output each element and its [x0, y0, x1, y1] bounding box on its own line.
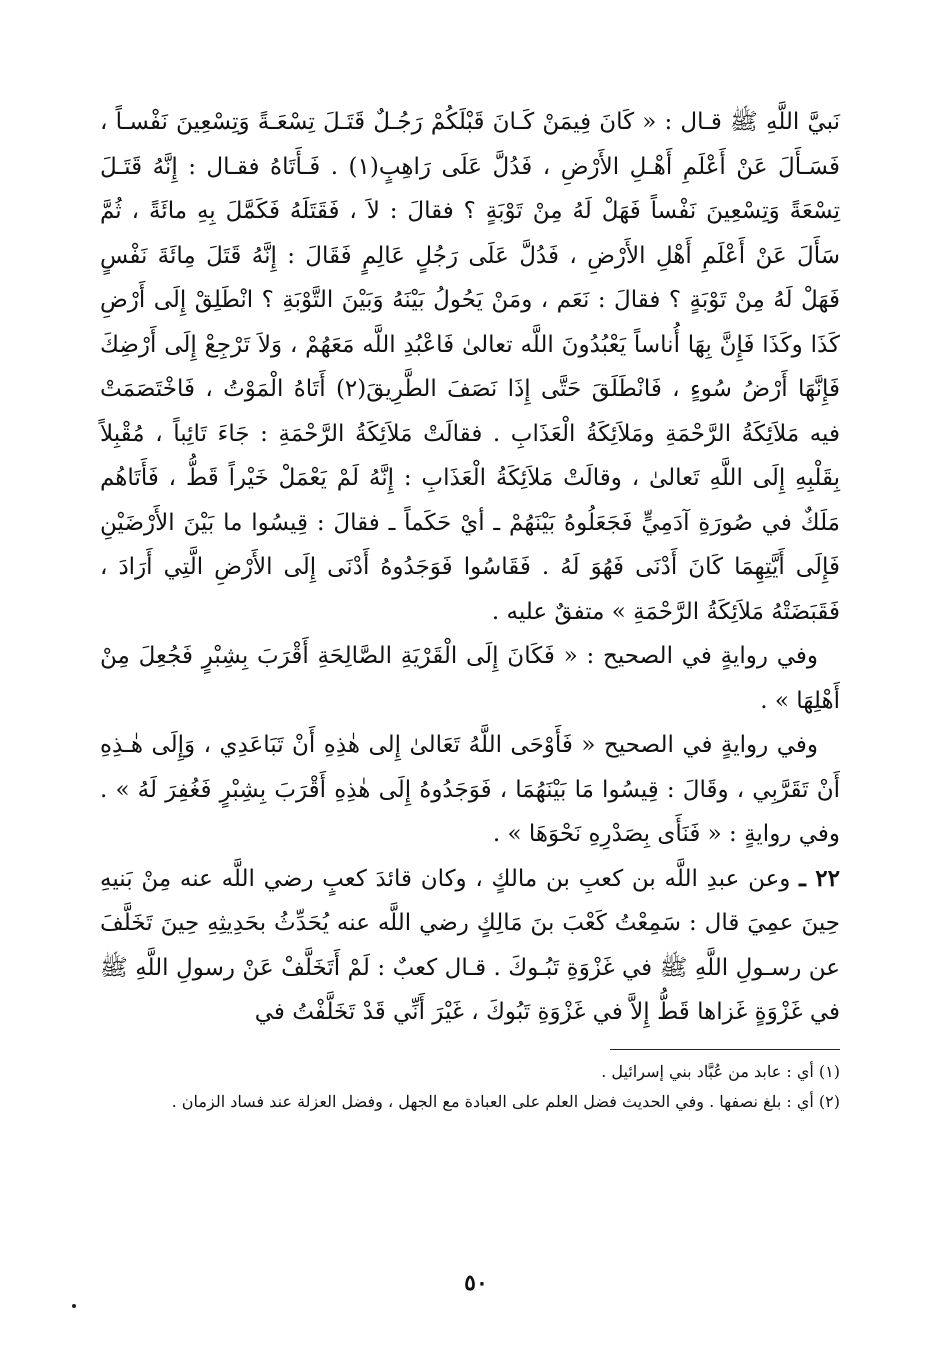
- footnote-1: (١) أي : عابد من عُبَّاد بني إسرائيل .: [601, 1061, 840, 1081]
- scan-speck: [72, 1304, 76, 1308]
- footnotes: [100, 1058, 840, 1115]
- main-text: [100, 100, 840, 1035]
- hadith-22-body: وعن عبدِ اللَّه بن كعبِ بن مالكٍ ، وكان قائدَ كعبٍ رضي اللَّه عنه مِنْ بَنيهِ حِينَ عمِيَ قال : سَمِعْتُ كَعْبَ بنَ مَالِكٍ رضي اللَّه عنه يُحَدِّثُ بحَدِيثِهِ حِينَ تَخَلَّفَ عن رسـولِ اللَّهِ ﷺ في غَزْوَةِ تَبُـوكَ . قـال كعبٌ : لَمْ أَتَخَلَّفْ عَنْ رسولِ اللَّهِ ﷺ في غَزْوَةٍ غَزاها قَطُّ إِلاَّ في غَزْوَةِ تَبُوكَ ، غَيْرَ أَنِّي قَدْ تَخَلَّفْتُ في: [100, 865, 840, 1025]
- hadith-21-text: نَبيَّ اللَّهِ ﷺ قـال : « كَانَ فِيمَنْ كَـانَ قَبْلَكُمْ رَجُـلٌ قَتَـلَ تِسْعَـةً وَتِسْعِينَ نَفْسـاً ، فَسَـأَلَ عَنْ أَعْلَمِ أَهْـلِ الأَرْضِ ، فَدُلَّ عَلَى رَاهِبٍ(١) . فَـأَتَاهُ فقـال : إِنَّهُ قَتَـلَ تِسْعَةً وَتِسْعِينَ نَفْساً فَهَلْ لَهُ مِنْ تَوْبَةٍ ؟ فقالَ : لاَ ، فَقَتَلَهُ فَكَمَّلَ بِهِ مائَةً ، ثُمَّ سَأَلَ عَنْ أَعْلَمِ أَهْلِ الأَرْضِ ، فَدُلَّ عَلَى رَجُلٍ عَالِمٍ فَقَالَ : إِنَّهُ قَتَلَ مِائَةَ نَفْسٍ فَهَلْ لَهُ مِنْ تَوْبَةٍ ؟ فقالَ : نَعَم ، ومَنْ يَحُولُ بَيْنَهُ وَبَيْنَ التَّوْبَةِ ؟ انْطَلِقْ إِلَى أَرْضِ كَذَا وكَذَا فَإِنَّ بِهَا أُناساً يَعْبُدُونَ اللَّه تعالىٰ فَاعْبُدِ اللَّه مَعَهُمْ ، وَلاَ تَرْجِعْ إِلَى أَرْضِكَ فَإِنَّهَا أَرْضُ سُوءٍ ، فَانْطَلَقَ حَتَّى إِذَا نَصَفَ الطَّرِيقَ(٢) أَتَاهُ الْمَوْتُ ، فَاخْتَصَمَتْ فيه مَلاَئِكَةُ الرَّحْمَةِ ومَلاَئِكَةُ الْعَذَابِ . فقالَتْ مَلاَئِكَةُ الرَّحْمَةِ : جَاءَ تَائِباً ، مُقْبِلاً بِقَلْبِهِ إِلَى اللَّهِ تَعالىٰ ، وقالَتْ مَلاَئِكَةُ الْعَذَابِ : إِنَّهُ لَمْ يَعْمَلْ خَيْراً قَطُّ ، فَأَتَاهُم مَلَكٌ في صُورَةِ آدَمِيٍّ فَجَعَلُوهُ بَيْنَهُمْ ـ أيْ حَكَماً ـ فقالَ : قِيسُوا ما بَيْنَ الأَرْضَيْنِ فَإِلَى أَيَّتِهِمَا كَانَ أَدْنَى فَهُوَ لَهُ . فَقَاسُوا فَوَجَدُوهُ أَدْنَى إِلَى الأَرْضِ الَّتِي أَرَادَ ، فَقَبَضَتْهُ مَلاَئِكَةُ الرَّحْمَةِ » متفقٌ عليه .: [100, 109, 840, 625]
- hadith-number: ٢٢ ـ: [799, 864, 840, 892]
- hadith-22-text: [100, 857, 840, 1035]
- book-page: [100, 100, 840, 1118]
- footnote-divider: [610, 1049, 840, 1050]
- page-number: ٥٠: [464, 1270, 488, 1296]
- footnote-2: (٢) أي : بلغ نصفها . وفي الحديث فضل العلم على العبادة مع الجهل ، وفضل العزلة عند فساد الزمان .: [171, 1091, 840, 1111]
- sahih-narration-2: وفي روايةٍ في الصحيح « فَأَوْحَى اللَّهُ تَعَالىٰ إِلى هٰذِهِ أَنْ تَبَاعَدِي ، وَإِلَى هٰـذِهِ أَنْ تَقَرَّبِي ، وقَالَ : قِيسُوا مَا بَيْنَهُمَا ، فَوَجَدُوهُ إِلَى هٰذِهِ أَقْرَبَ بِشِبْرٍ فَغُفِرَ لَهُ » . وفي روايةٍ : « فَنَأَى بِصَدْرِهِ نَحْوَهَا » .: [100, 732, 840, 847]
- sahih-narration-1: وفي روايةٍ في الصحيح : « فَكَانَ إِلَى الْقَرْيَةِ الصَّالِحَةِ أَقْرَبَ بِشِبْرٍ فَجُعِلَ مِنْ أَهْلِهَا » .: [100, 643, 840, 714]
